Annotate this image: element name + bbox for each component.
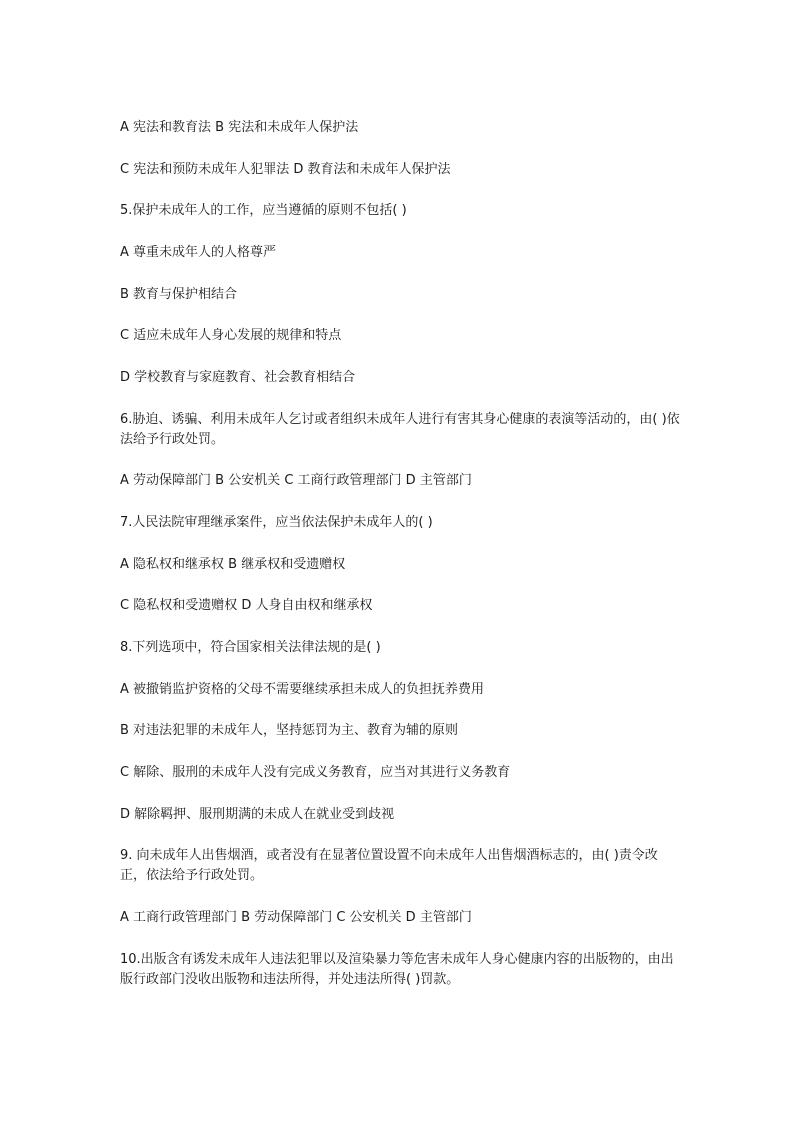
option-q8-d: D 解除羁押、服刑期满的未成人在就业受到歧视 bbox=[120, 807, 395, 822]
option-line-q6: A 劳动保障部门 B 公安机关 C 工商行政管理部门 D 主管部门 bbox=[120, 473, 472, 488]
option-q8-a: A 被撤销监护资格的父母不需要继续承担未成人的负担抚养费用 bbox=[120, 682, 485, 697]
option-q8-c: C 解除、服刑的未成年人没有完成义务教育，应当对其进行义务教育 bbox=[120, 765, 511, 780]
option-line-q7-cd: C 隐私权和受遗赠权 D 人身自由权和继承权 bbox=[120, 598, 373, 613]
question-8: 8.下列选项中，符合国家相关法律法规的是( ) bbox=[120, 640, 381, 655]
question-5: 5.保护未成年人的工作，应当遵循的原则不包括( ) bbox=[120, 203, 407, 218]
option-q8-b: B 对违法犯罪的未成年人，坚持惩罚为主、教育为辅的原则 bbox=[120, 723, 459, 738]
option-q5-b: B 教育与保护相结合 bbox=[120, 287, 238, 302]
option-line-q4-cd: C 宪法和预防未成年人犯罪法 D 教育法和未成年人保护法 bbox=[120, 162, 451, 177]
question-9: 9. 向未成年人出售烟酒，或者没有在显著位置设置不向未成年人出售烟酒标志的，由( )责令改正，依法给予行政处罚。 bbox=[120, 848, 658, 883]
option-line-q9: A 工商行政管理部门 B 劳动保障部门 C 公安机关 D 主管部门 bbox=[120, 910, 472, 925]
question-7: 7.人民法院审理继承案件，应当依法保护未成年人的( ) bbox=[120, 515, 433, 530]
option-line-q4-ab: A 宪法和教育法 B 宪法和未成年人保护法 bbox=[120, 120, 359, 135]
question-10: 10.出版含有诱发未成年人违法犯罪以及渲染暴力等危害未成年人身心健康内容的出版物的，由出版行政部门没收出版物和违法所得，并处违法所得( )罚款。 bbox=[120, 952, 674, 987]
option-q5-a: A 尊重未成年人的人格尊严 bbox=[120, 245, 277, 260]
question-6: 6.胁迫、诱骗、利用未成年人乞讨或者组织未成年人进行有害其身心健康的表演等活动的，由( )依法给予行政处罚。 bbox=[120, 412, 680, 447]
option-line-q7-ab: A 隐私权和继承权 B 继承权和受遗赠权 bbox=[120, 557, 346, 572]
option-q5-c: C 适应未成年人身心发展的规律和特点 bbox=[120, 328, 342, 343]
option-q5-d: D 学校教育与家庭教育、社会教育相结合 bbox=[120, 370, 356, 385]
